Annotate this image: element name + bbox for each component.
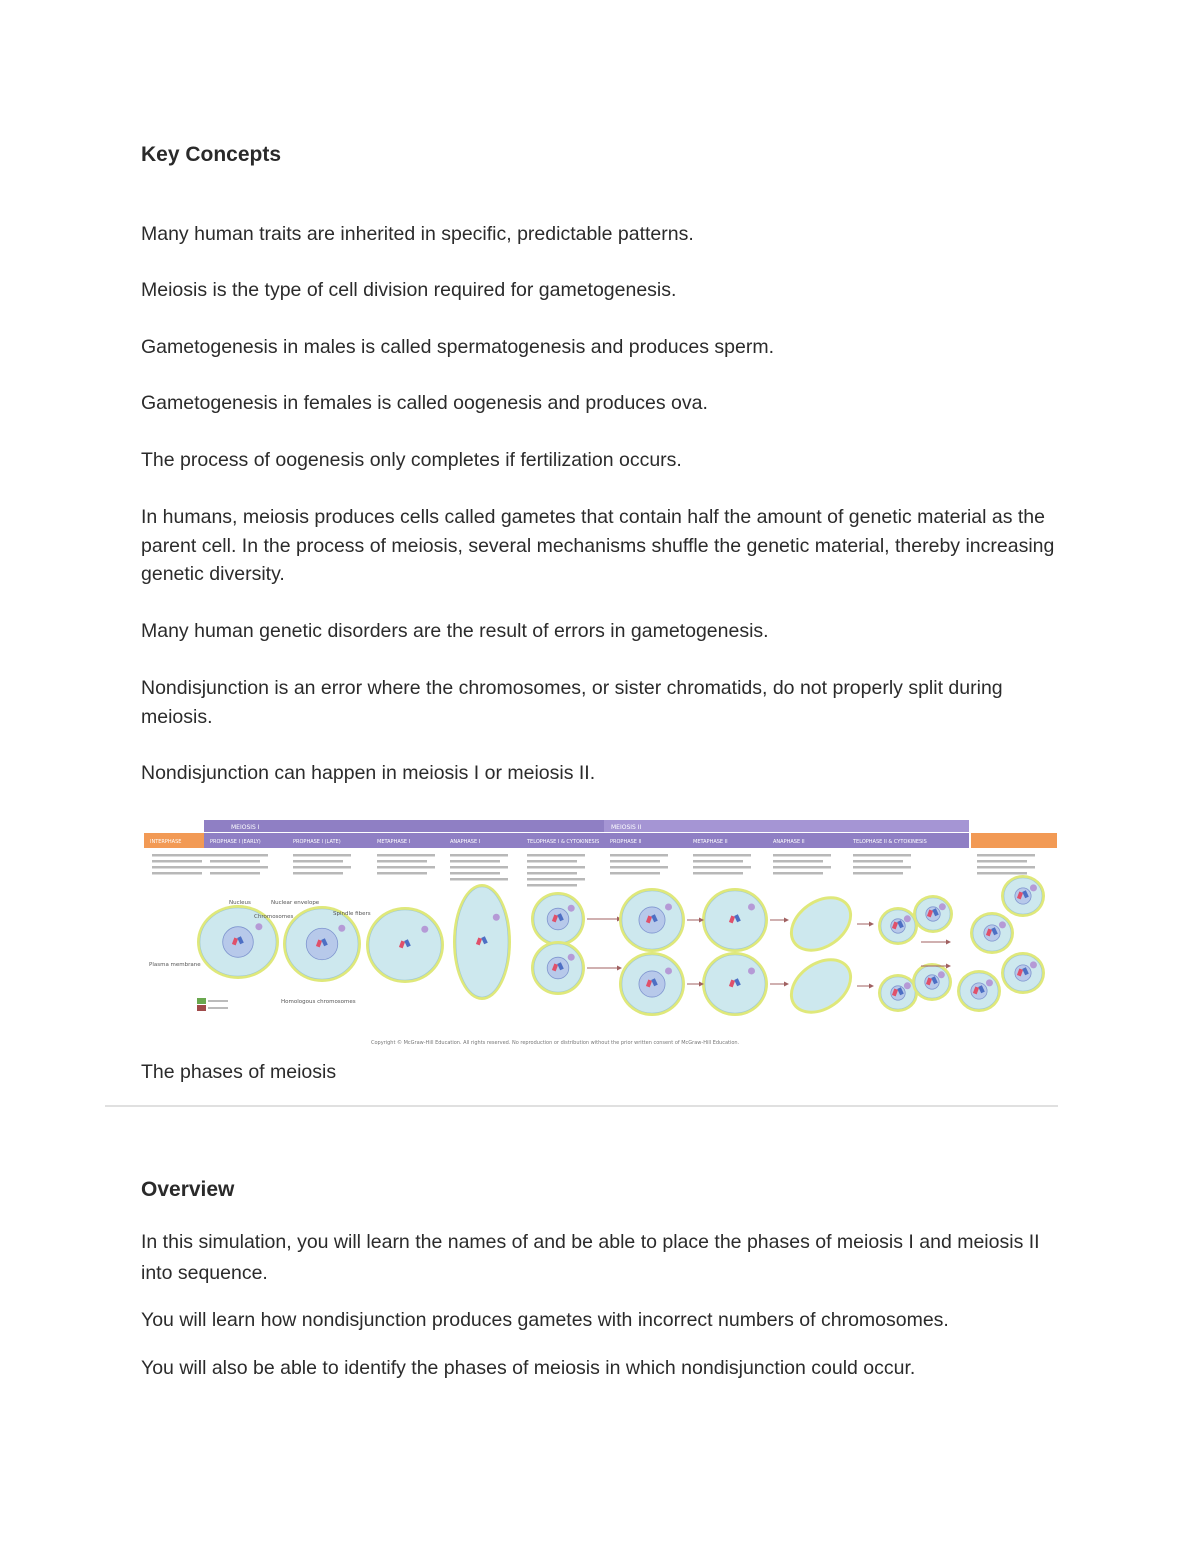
nucleus [984, 925, 1000, 941]
phase-tab-label: PROPHASE II [610, 839, 642, 845]
centrosome [1030, 961, 1037, 968]
description-line [450, 878, 508, 881]
description-line [773, 872, 823, 875]
arrow-head [869, 922, 874, 927]
legend-swatch-green [197, 998, 206, 1004]
overview-item: In this simulation, you will learn the names of and be able to place the phases of meiosis I and meiosis II into sequence. [141, 1231, 1040, 1284]
phase-tab-label: TELOPHASE I & CYTOKINESIS [527, 839, 600, 845]
meiosis-2-bar [604, 820, 969, 832]
description-line [293, 872, 343, 875]
centrosome [338, 925, 345, 932]
phase-tab-label: TELOPHASE II & CYTOKINESIS [853, 839, 927, 845]
description-line [210, 872, 260, 875]
nucleus [547, 908, 569, 930]
phase-tab-label: METAPHASE II [693, 839, 728, 845]
description-line [210, 854, 268, 857]
meiosis-1-bar [204, 820, 604, 832]
overview-item: You will learn how nondisjunction produces gametes with incorrect numbers of chromosomes. [141, 1309, 949, 1331]
description-line [853, 854, 911, 857]
description-line [610, 860, 660, 863]
phase-tab-label: METAPHASE I [377, 839, 411, 845]
description-line [977, 872, 1027, 875]
key-concept-item: Nondisjunction is an error where the chromosomes, or sister chromatids, do not properly split during meiosis. [141, 677, 1003, 728]
key-concept-item: Gametogenesis in females is called oogenesis and produces ova. [141, 392, 708, 414]
description-line [450, 866, 508, 869]
overview-item: You will also be able to identify the phases of meiosis in which nondisjunction could occur. [141, 1357, 916, 1379]
nucleus [1015, 965, 1031, 981]
description-line [693, 854, 751, 857]
description-line [450, 872, 500, 875]
key-concept-item: Many human traits are inherited in specific, predictable patterns. [141, 223, 694, 245]
phase-tab-label: PROPHASE I (EARLY) [210, 839, 261, 845]
centrosome [904, 982, 911, 989]
nucleus [1015, 888, 1031, 904]
description-line [293, 854, 351, 857]
nuclear-envelope-label: Nuclear envelope [271, 900, 320, 906]
key-concept-item: Nondisjunction can happen in meiosis I or meiosis II. [141, 762, 596, 784]
description-line [293, 860, 343, 863]
key-concepts-heading: Key Concepts [141, 143, 282, 166]
legend-line [208, 1007, 228, 1009]
centrosome [939, 903, 946, 910]
section-divider [105, 1105, 1058, 1107]
description-line [610, 872, 660, 875]
overview-heading: Overview [141, 1178, 235, 1201]
centrosome [986, 979, 993, 986]
nucleus [306, 928, 338, 960]
centrosome [748, 967, 755, 974]
nucleus [971, 983, 987, 999]
figure-copyright: Copyright © McGraw-Hill Education. All rights reserved. No reproduction or distribution without the prior written consent of McGraw-Hill Education. [371, 1040, 740, 1046]
phase-tab-label: INTERPHASE [150, 839, 182, 845]
arrow-head [784, 982, 789, 987]
cell-body [705, 955, 765, 1013]
description-line [450, 860, 500, 863]
centrosome [1030, 884, 1037, 891]
description-line [977, 866, 1035, 869]
description-line [527, 854, 585, 857]
meiosis-2-label: MEIOSIS II [611, 824, 642, 831]
description-line [610, 866, 668, 869]
description-line [527, 884, 577, 887]
centrosome [665, 967, 672, 974]
nucleus [639, 907, 665, 933]
description-line [853, 860, 903, 863]
description-line [853, 866, 911, 869]
meiosis-phases-figure [141, 816, 1059, 1048]
centrosome [999, 921, 1006, 928]
description-line [377, 854, 435, 857]
description-line [773, 866, 831, 869]
legend-swatch-red [197, 1005, 206, 1011]
centrosome [748, 903, 755, 910]
centrosome [568, 905, 575, 912]
key-concept-item: Gametogenesis in males is called spermatogenesis and produces sperm. [141, 336, 774, 358]
description-line [210, 866, 268, 869]
key-concept-item: The process of oogenesis only completes if fertilization occurs. [141, 449, 682, 471]
description-line [977, 860, 1027, 863]
description-line [610, 854, 668, 857]
key-concept-item: Meiosis is the type of cell division required for gametogenesis. [141, 279, 677, 301]
description-line [293, 866, 351, 869]
figure-caption: The phases of meiosis [141, 1061, 337, 1083]
description-line [377, 866, 435, 869]
homologous-chromosomes-label: Homologous chromosomes [281, 999, 356, 1005]
description-line [527, 860, 577, 863]
spindle-fibers-label: Spindle fibers [333, 911, 371, 917]
description-line [377, 860, 427, 863]
nucleus [223, 927, 254, 958]
description-line [527, 878, 585, 881]
nucleus-label: Nucleus [229, 900, 251, 906]
description-line [152, 866, 210, 869]
chromosomes-label: Chromosomes [254, 914, 294, 920]
key-concept-item: Many human genetic disorders are the result of errors in gametogenesis. [141, 620, 769, 642]
description-line [773, 854, 831, 857]
centrosome [421, 926, 428, 933]
arrow-head [784, 918, 789, 923]
centrosome [493, 914, 500, 921]
cell-body [456, 887, 508, 997]
final-tab [971, 833, 1057, 848]
plasma-membrane-label: Plasma membrane [149, 962, 201, 968]
phase-tab-label: ANAPHASE I [450, 839, 481, 845]
description-line [977, 854, 1035, 857]
arrow-head [946, 940, 951, 945]
cell-body [369, 910, 441, 980]
nucleus [547, 957, 569, 979]
description-line [693, 872, 743, 875]
key-concept-item: In humans, meiosis produces cells called gametes that contain half the amount of genetic material as the parent cell. In the process of meiosis, several mechanisms shuffle the genetic material, thereby increasing genetic diversity. [141, 506, 1055, 585]
phase-tab-label: PROPHASE I (LATE) [293, 839, 341, 845]
description-line [527, 866, 585, 869]
description-line [152, 860, 202, 863]
meiosis-1-label: MEIOSIS I [231, 824, 260, 831]
description-line [152, 872, 202, 875]
description-line [853, 872, 903, 875]
centrosome [568, 954, 575, 961]
arrow-head [869, 984, 874, 989]
description-line [693, 866, 751, 869]
description-line [527, 872, 577, 875]
description-line [210, 860, 260, 863]
arrow-head [946, 964, 951, 969]
description-line [152, 854, 210, 857]
legend-line [208, 1000, 228, 1002]
description-line [377, 872, 427, 875]
arrow-head [617, 966, 622, 971]
centrosome [255, 923, 262, 930]
nucleus [639, 971, 665, 997]
cell-body [705, 891, 765, 949]
centrosome [904, 915, 911, 922]
phase-tab-label: ANAPHASE II [773, 839, 805, 845]
centrosome [665, 903, 672, 910]
centrosome [938, 971, 945, 978]
description-line [773, 860, 823, 863]
description-line [450, 854, 508, 857]
description-line [693, 860, 743, 863]
